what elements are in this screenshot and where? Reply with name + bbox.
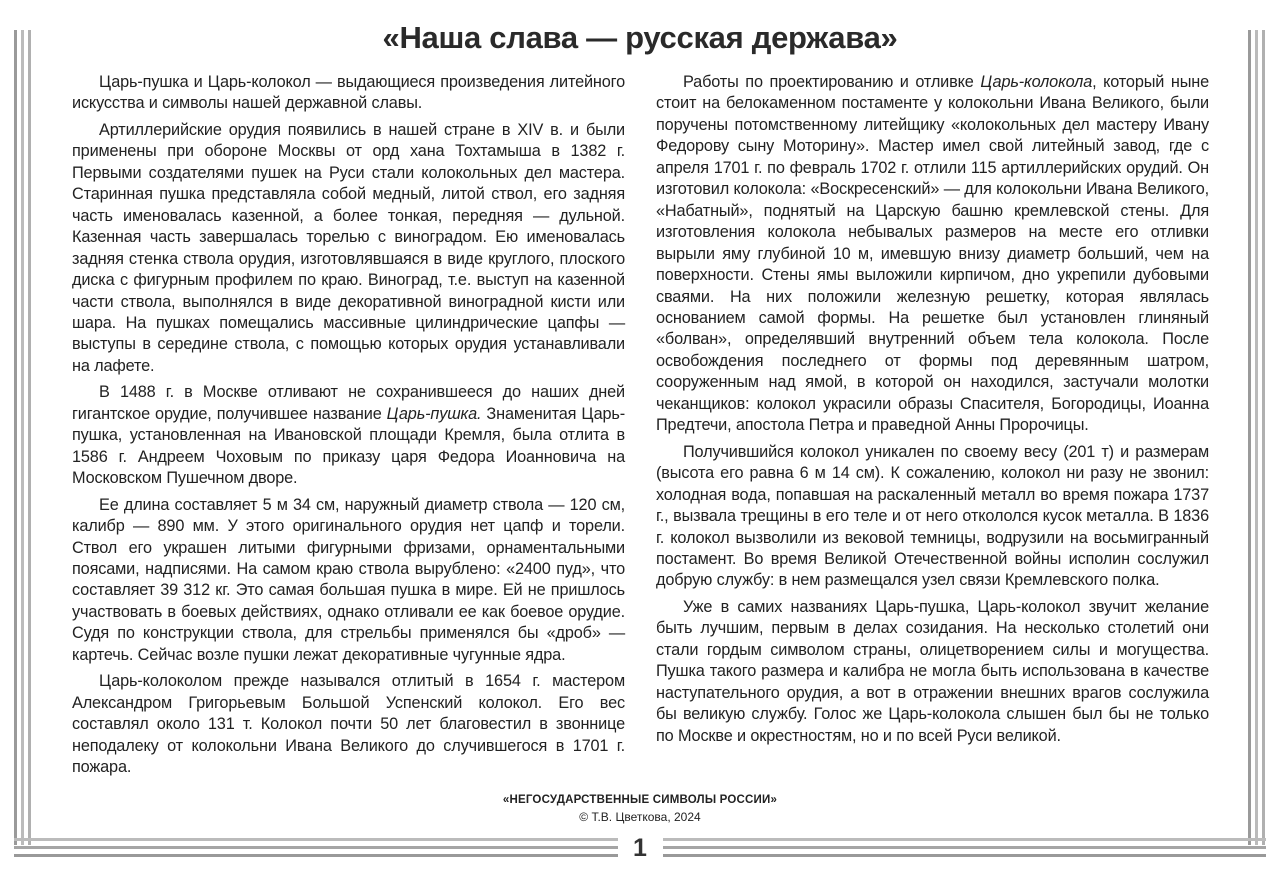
text-segment: Знаменитая Царь-пушка, установленная на Ивановской площади Кремля, была отлита в 1586 г. Андреем Чоховым по приказу царя Федора Иоанновича на Московском Пушечном дворе. bbox=[72, 404, 625, 488]
italic-text: Царь-колокола bbox=[980, 73, 1093, 91]
text-segment: Работы по проектированию и отливке bbox=[683, 73, 981, 91]
text-segment: Получившийся колокол уникален по своему весу (201 т) и размерам (высота его равна 6 м 14 см). К сожалению, колокол ни разу не звонил: холодная вода, попавшая на раскаленный металл во время пожара 1737 г., вызвала трещины в его теле и от него откололся кусок металла. В 1836 г. колокол вызволили из вековой темницы, водрузили на восьмигранный постамент. Во время Великой Отечественной войны исполин сослужил добрую службу: в нем размещался узел связи Кремлевского полка. bbox=[656, 442, 1209, 590]
text-segment: Царь-пушка и Царь-колокол — выдающиеся произведения литейного искусства и символы нашей державной славы. bbox=[72, 73, 625, 113]
italic-text: Царь-пушка. bbox=[386, 404, 482, 423]
footer-series-title: «НЕГОСУДАРСТВЕННЫЕ СИМВОЛЫ РОССИИ» bbox=[502, 794, 778, 806]
paragraph bbox=[72, 495, 625, 667]
text-segment: Уже в самих названиях Царь-пушка, Царь-колокол звучит желание быть лучшим, первым в делах созидания. На несколько столетий они стали гордым символом страны, олицетворением силы и могущества. Пушка такого размера и калибра не могла быть использована в качестве наступательного орудия, а вот в отражении внешних врагов сослужила бы великую службу. Голос же Царь-колокола слышен был бы не только по Москве и окрестностям, но и по всей Руси великой. bbox=[656, 597, 1209, 745]
text-segment: Артиллерийские орудия появились в нашей стране в XIV в. и были применены при обороне Москвы от орд хана Тохтамыша в 1382 г. Первыми создателями пушек на Руси стали колокольных дел мастера. Старинная пушка представляла собой медный, литой ствол, его задняя часть именовалась казенной, а более тонкая, передняя — дульной. Казенная часть завершалась торелью с виноградом. Ею именовалась задняя стенка ствола орудия, изготовлявшаяся в виде круглого, плоского диска с фигурным профилем по краю. Виноград, т.е. выступ на казенной части ствола, выполнялся в виде декоративной виноградной кисти или шара. На пушках помещались массивные цилиндрические цапфы — выступы в середине ствола, с помощью которых орудия устанавливали на лафете. bbox=[72, 120, 625, 375]
page-number: 1 bbox=[633, 834, 647, 862]
text-segment: Царь-колоколом прежде назывался отлитый в 1654 г. мастером Александром Григорьевым Большой Успенский колокол. Его вес составлял около 131 т. Колокол почти 50 лет благовестил в звоннице неподалеку от колокольни Ивана Великого до случившегося в 1701 г. пожара. bbox=[72, 672, 625, 777]
paragraph bbox=[72, 72, 625, 115]
page-title: «Наша слава — русская держава» bbox=[382, 20, 898, 55]
text-segment: В 1488 г. в Москве отливают не сохранившееся до наших дней гигантское орудие, получившее название bbox=[72, 383, 625, 423]
footer-copyright: © Т.В. Цветкова, 2024 bbox=[579, 810, 701, 824]
paragraph bbox=[656, 442, 1209, 592]
text-segment: Ее длина составляет 5 м 34 см, наружный диаметр ствола — 120 см, калибр — 890 мм. У этого оригинального орудия нет цапф и торели. Ствол его украшен литыми фигурными фризами, орнаментальными поясами, надписями. На самом краю ствола вырублено: «2400 пуд», что составляет 39 312 кг. Это самая большая пушка в мире. Ей не пришлось участвовать в боевых действиях, однако отливали ее как боевое орудие. Судя по конструкции ствола, для стрельбы применялся бы «дроб» — картечь. Сейчас возле пушки лежат декоративные чугунные ядра. bbox=[72, 495, 625, 664]
text-column-left bbox=[72, 72, 625, 784]
paragraph bbox=[656, 597, 1209, 747]
paragraph bbox=[72, 120, 625, 377]
paragraph bbox=[72, 671, 625, 778]
right-border-decoration bbox=[1248, 30, 1266, 845]
footer-rule-right bbox=[663, 838, 1266, 860]
paragraph bbox=[72, 382, 625, 489]
text-column-right bbox=[656, 72, 1209, 752]
left-border-decoration bbox=[14, 30, 32, 845]
footer-rule-left bbox=[14, 838, 618, 860]
paragraph bbox=[656, 72, 1209, 437]
text-segment: , который ныне стоит на белокаменном постаменте у колокольни Ивана Великого, были поручены потомственному литейщику «колокольных дел мастеру Ивану Федорову сыну Моторину». Мастер имел свой литейный завод, где с апреля 1701 г. по февраль 1702 г. отлили 115 артиллерийских орудий. Он изготовил колокола: «Воскресенский» — для колокольни Ивана Великого, «Набатный», поднятый на Царскую башню кремлевской стены. Для изготовления колокола небывалых размеров на месте его отливки вырыли яму глубиной 10 м, имевшую внизу диаметр больший, чем на поверхности. Стены ямы выложили кирпичом, дно укрепили дубовыми сваями. На них положили железную решетку, которая являлась основанием самой формы. На решетке был установлен глиняный «болван», определявший внутренний объем тела колокола. После освобождения последнего от формы под деревянным шатром, сооруженным над ямой, в которой он находился, застучали молотки чеканщиков: колокол украсили образы Спасителя, Богородицы, Иоанна Предтечи, апостола Петра и праведной Анны Пророчицы. bbox=[656, 73, 1209, 435]
